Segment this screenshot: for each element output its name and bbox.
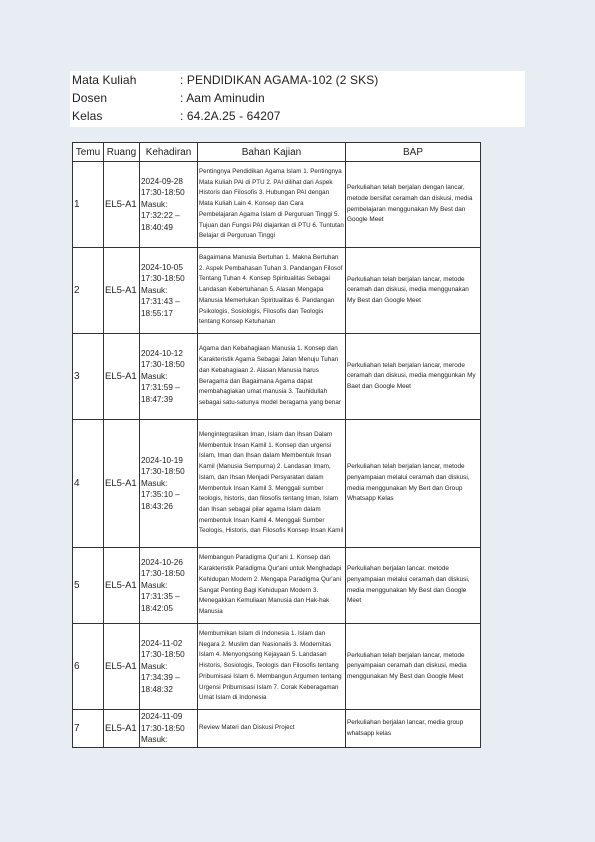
- room: EL5-A1: [104, 548, 140, 624]
- attendance-status: Masuk:: [141, 735, 168, 745]
- class-label: Kelas: [72, 109, 103, 123]
- table-row: [73, 710, 481, 748]
- attendance-status: Masuk:: [141, 478, 168, 488]
- table-row: [73, 334, 481, 420]
- attendance-cell: [140, 248, 198, 334]
- attendance-date: 2024-10-05: [141, 262, 183, 272]
- attendance-status: Masuk:: [141, 661, 168, 671]
- table-row: [73, 162, 481, 248]
- attendance-cell: [140, 162, 198, 248]
- room: EL5-A1: [104, 420, 140, 548]
- class-value: : 64.2A.25 - 64207: [180, 109, 281, 123]
- room: EL5-A1: [104, 248, 140, 334]
- meeting-number: 1: [73, 162, 104, 248]
- col-header-meeting: Temu: [73, 143, 104, 162]
- attendance-date: 2024-10-19: [141, 455, 183, 465]
- table-header-row: [73, 143, 481, 162]
- room: EL5-A1: [104, 162, 140, 248]
- attendance-cell: [140, 624, 198, 710]
- attendance-cell: [140, 420, 198, 548]
- material: Mengintegrasikan Iman, Islam dan Ihsan Dalam Membentuk Insan Kamil 1. Konsep dan urgensi Islam, Iman dan Ihsan dalam Membentuk Insan Kamil (Manusia Sempurna) 2. Landasan Imam, Islam, dan Ihsan Menjadi Persyaratan dalam Membentuk Insan Kamil 3. Menggali sumber teologis, historis, dan filosofis tentang Iman, Islam dan Ihsan sebagai pilar agama Islam dalam membentuk Insan Kamil 4. Menggali Sumber Teologis, Historis, dan Filosofis Konsep Insan Kamil: [198, 420, 346, 548]
- attendance-time: 17:30-18:50: [141, 723, 185, 733]
- table-row: [73, 248, 481, 334]
- meeting-number: 7: [73, 710, 104, 748]
- bap-note: Perkuliahan telah berjalan lancar, merode ceramah dan diskusi, media menggunkan My Baet dan Google Meet: [346, 334, 481, 420]
- col-header-attendance: Kehadiran: [140, 143, 198, 162]
- meeting-number: 3: [73, 334, 104, 420]
- bap-note: Perkuliahan telah berjalan lancar, metode penyampaian melalui ceramah dan diskusi, media menggunakan My Bert dan Group Whatsapp Kelas: [346, 420, 481, 548]
- attendance-cell: [140, 548, 198, 624]
- room: EL5-A1: [104, 334, 140, 420]
- material: Membumikan Islam di Indonesia 1. Islam dan Negara 2. Muslim dan Nasionalis 3. Modernitas Islam 4. Menyongsong Kejayaan 5. Landasan Historis, Sosiologis, Teologis dan Filosofis tentang Pribumisasi Islam 6. Membangun Argumen tentang Urgensi Pribumisasi Islam 7. Corak Keberagaman Umat Islam di Indonesia: [198, 624, 346, 710]
- attendance-cell: [140, 334, 198, 420]
- col-header-room: Ruang: [104, 143, 140, 162]
- attendance-time: 17:30-18:50: [141, 360, 185, 370]
- attendance-date: 2024-11-02: [141, 638, 183, 648]
- material: Pentingnya Pendidikan Agama Islam 1. Pentingnya Mata Kuliah PAI di PTU 2. PAI dilihat dari Aspek Historis dan Filosofis 3. Hubungan PAI dengan Mata Kuliah Lain 4. Konsep dan Cara Pembelajaran Agama Islam di Perguruan Tinggi 5. Tujuan dan Fungsi PAI diajarkan di PTU 6. Tuntutan Belajar di Perguruan Tinggi: [198, 162, 346, 248]
- course-row: [70, 71, 525, 89]
- attendance-date: 2024-10-12: [141, 348, 183, 358]
- material: Membangun Paradigma Qur'ani 1. Konsep dan Karakteristik Paradigma Qur'ani untuk Menghadapi Kehidupan Modern 2. Mengapa Paradigma Qur'ani Sangat Penting Bagi Kehidupan Modern 3. Menegakkan Kemuliaan Manusia dan Hak-hak Manusia: [198, 548, 346, 624]
- attendance-check: 17:32:22 – 18:40:49: [141, 211, 180, 232]
- meeting-number: 5: [73, 548, 104, 624]
- bap-note: Perkuliahan telah berjalan dengan lancar, metode bersifat ceramah dan diskusi, media pembelajaran menggunakan My Best dan Google Meet: [346, 162, 481, 248]
- attendance-status: Masuk:: [141, 371, 168, 381]
- course-value: : PENDIDIKAN AGAMA-102 (2 SKS): [180, 73, 379, 87]
- bap-note: Perkuliahan berjalan lancar, media group whatsapp kelas: [346, 710, 481, 748]
- meeting-number: 2: [73, 248, 104, 334]
- lecturer-label: Dosen: [72, 91, 108, 105]
- attendance-check: 17:34:39 – 18:48:32: [141, 673, 180, 694]
- attendance-time: 17:30-18:50: [141, 569, 185, 579]
- attendance-date: 2024-10-26: [141, 557, 183, 567]
- class-row: [70, 107, 525, 125]
- attendance-cell: [140, 710, 198, 748]
- table-row: [73, 420, 481, 548]
- attendance-date: 2024-11-09: [141, 712, 183, 722]
- attendance-check: 17:31:43 – 18:55:17: [141, 297, 180, 318]
- attendance-check: 17:35:10 – 18:43:26: [141, 490, 180, 511]
- attendance-time: 17:30-18:50: [141, 467, 185, 477]
- attendance-status: Masuk:: [141, 199, 168, 209]
- room: EL5-A1: [104, 710, 140, 748]
- col-header-bap: BAP: [346, 143, 481, 162]
- attendance-status: Masuk:: [141, 580, 168, 590]
- bap-note: Perkuliahan telah berjalan lancar, metode ceramah dan diskusi, media menggunakan My Best dan Google Meet: [346, 248, 481, 334]
- room: EL5-A1: [104, 624, 140, 710]
- meeting-number: 4: [73, 420, 104, 548]
- attendance-date: 2024-09-28: [141, 176, 183, 186]
- lecturer-row: [70, 89, 525, 107]
- table-row: [73, 624, 481, 710]
- table-row: [73, 548, 481, 624]
- bap-note: Perkuliahan telah berjalan lancar, metode penyampaian ceramah dan diskusi, media menggunakan My Best dan Google Meet: [346, 624, 481, 710]
- col-header-material: Bahan Kajian: [198, 143, 346, 162]
- attendance-status: Masuk:: [141, 285, 168, 295]
- meeting-number: 6: [73, 624, 104, 710]
- lecturer-value: : Aam Aminudin: [180, 91, 265, 105]
- bap-note: Perkuliahan berjalan lancar. metode penyampaian melalui ceramah dan diskusi, media menggunakan My Best dan Google Meet: [346, 548, 481, 624]
- attendance-check: 17:31:59 – 18:47:39: [141, 383, 180, 404]
- attendance-time: 17:30-18:50: [141, 650, 185, 660]
- material: Bagaimana Manusia Bertuhan 1. Makna Bertuhan 2. Aspek Pembahasan Tuhan 3. Pandangan Filosof Tentang Tuhan 4. Konsep Spiritualitas Sebagai Landasan Kebertuhanan 5. Alasan Mengapa Manusia Memerlukan Spiritualitas 6. Pandangan Psikologis, Sosiologis, Filosofis dan Teologis tentang Konsep Ketuhanan: [198, 248, 346, 334]
- attendance-check: 17:31:35 – 18:42:05: [141, 592, 180, 613]
- material: Agama dan Kebahagiaan Manusia 1. Konsep dan Karakteristik Agama Sebagai Jalan Menuju Tuhan dan Kebahagiaan 2. Alasan Manusia harus Beragama dan Bagaimana Agama dapat membahagiakan umat manusia 3. Tauhidullah sebagai satu-satunya model beragama yang benar: [198, 334, 346, 420]
- course-info-panel: [70, 71, 525, 127]
- attendance-table: [72, 142, 481, 748]
- attendance-time: 17:30-18:50: [141, 274, 185, 284]
- course-label: Mata Kuliah: [72, 73, 137, 87]
- material: Review Materi dan Diskusi Project: [198, 710, 346, 748]
- attendance-time: 17:30-18:50: [141, 188, 185, 198]
